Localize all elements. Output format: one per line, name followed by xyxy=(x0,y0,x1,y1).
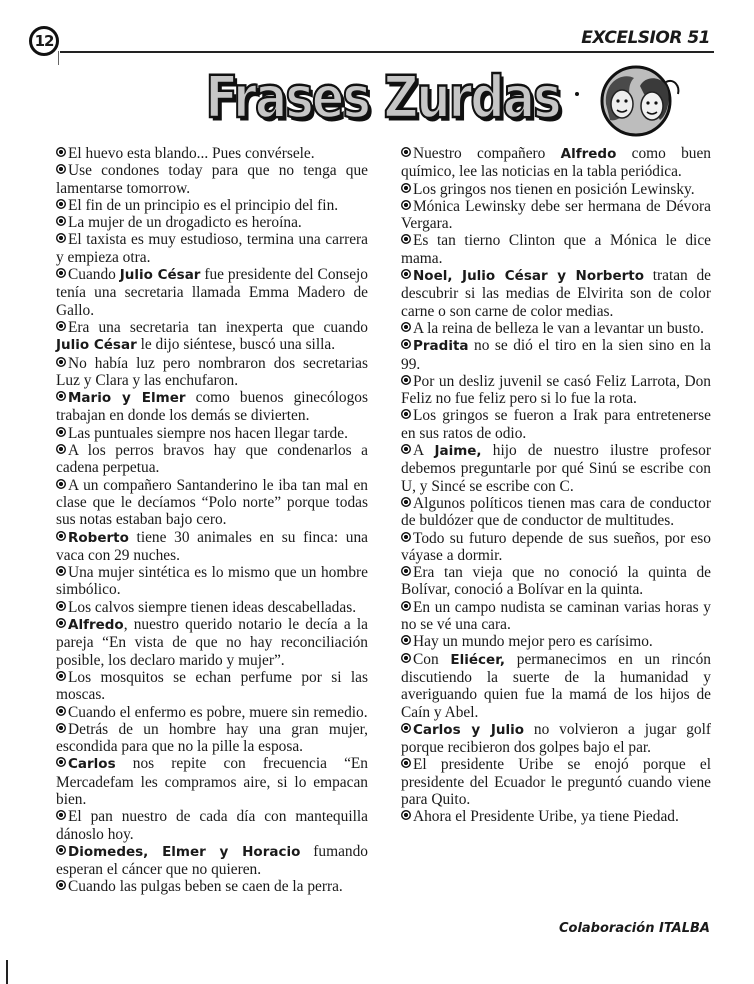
bullet-icon xyxy=(401,566,411,576)
person-name: Alfredo xyxy=(560,146,617,162)
bullet-icon xyxy=(56,479,66,489)
joke-text: como buenos ginecólogos trabajan en donde los demás se divierten. xyxy=(56,389,368,425)
joke-item xyxy=(56,355,368,390)
joke-text: nos repite con frecuencia “En Mercadefam les compramos aire, si lo empacan bien. xyxy=(56,755,368,808)
joke-text: Una mujer sintética es lo mismo que un hombre simbólico. xyxy=(56,564,368,599)
joke-item xyxy=(401,232,711,267)
joke-item xyxy=(56,878,368,895)
joke-item xyxy=(56,266,368,319)
joke-item xyxy=(56,599,368,616)
margin-mark xyxy=(6,960,8,984)
joke-text: Era tan vieja que no conoció la quinta de Bolívar, conoció a Bolívar en la quinta. xyxy=(401,564,711,599)
bullet-icon xyxy=(56,321,66,331)
person-name: Julio César xyxy=(56,337,137,354)
bullet-icon xyxy=(56,706,66,716)
joke-text: Ahora el Presidente Uribe, ya tiene Piedad. xyxy=(413,808,679,826)
joke-text: Hay un mundo mejor pero es carísimo. xyxy=(413,633,653,651)
person-name: Noel, Julio César y Norberto xyxy=(413,268,644,285)
page-number: 12 xyxy=(29,26,59,56)
bullet-icon xyxy=(56,723,66,733)
bullet-icon xyxy=(401,444,411,454)
bullet-icon xyxy=(56,199,66,209)
bullet-icon xyxy=(56,810,66,820)
bullet-icon xyxy=(56,357,66,367)
joke-text: Cuando el enfermo es pobre, muere sin remedio. xyxy=(68,703,368,721)
header-rule-tick xyxy=(58,51,59,65)
header-rule xyxy=(60,51,714,53)
bullet-icon xyxy=(56,164,66,174)
bullet-icon xyxy=(401,409,411,419)
joke-text: , nuestro querido notario le decía a la pareja “En vista de que no hay reconciliación posible, los declaro marido y mujer”. xyxy=(56,616,368,669)
bullet-icon xyxy=(56,444,66,454)
joke-item xyxy=(56,197,368,214)
magazine-name: EXCELSIOR 51 xyxy=(581,28,710,48)
joke-item xyxy=(401,407,711,442)
joke-item xyxy=(401,442,711,495)
joke-item xyxy=(401,633,711,650)
joke-item xyxy=(56,721,368,756)
right-column xyxy=(401,145,711,826)
bullet-icon xyxy=(401,532,411,542)
joke-item xyxy=(56,425,368,442)
joke-text: A la reina de belleza le van a levantar un busto. xyxy=(413,319,705,337)
joke-text: tratan de descubrir si las medias de Elvirita son de color carne o son carne de color medias. xyxy=(401,267,711,320)
joke-item xyxy=(56,669,368,704)
joke-text: Todo su futuro depende de sus sueños, por eso váyase a dormir. xyxy=(401,529,711,564)
joke-text: permanecimos en un rincón discutiendo la suerte de la humanidad y averiguando quien fue la mamá de los hijos de Caín y Abel. xyxy=(401,650,711,721)
bullet-icon xyxy=(56,757,66,767)
person-name: Carlos xyxy=(68,756,116,773)
bullet-icon xyxy=(56,216,66,226)
credit-line: Colaboración ITALBA xyxy=(558,921,710,936)
bullet-icon xyxy=(401,758,411,768)
bullet-icon xyxy=(401,601,411,611)
joke-text: Mónica Lewinsky debe ser hermana de Dévora Vergara. xyxy=(401,197,711,233)
page-title: Frases Zurdas xyxy=(205,64,560,132)
caricature-faces-icon xyxy=(570,64,706,138)
bullet-icon xyxy=(401,653,411,663)
joke-item xyxy=(401,198,711,233)
joke-text: A xyxy=(413,442,435,460)
bullet-icon xyxy=(56,531,66,541)
joke-text: no volvieron a jugar golf porque recibieron dos golpes bajo el par. xyxy=(401,720,711,757)
joke-text: Los gringos nos tienen en posición Lewinsky. xyxy=(413,180,695,198)
joke-item xyxy=(56,231,368,266)
joke-item xyxy=(56,389,368,425)
bullet-icon xyxy=(401,234,411,244)
joke-text: Es tan tierno Clinton que a Mónica le dice mama. xyxy=(401,232,711,267)
person-name: Carlos y Julio xyxy=(413,721,525,738)
joke-item xyxy=(401,373,711,408)
joke-text: Cuando xyxy=(68,266,120,284)
joke-text: El presidente Uribe se enojó porque el presidente del Ecuador le preguntó cuando viene para Quito. xyxy=(401,756,711,808)
joke-item xyxy=(401,320,711,337)
joke-text: El huevo esta blando... Pues convérsele. xyxy=(68,145,315,162)
joke-text: le dijo siéntese, buscó una silla. xyxy=(136,336,336,354)
joke-text: Cuando las pulgas beben se caen de la perra. xyxy=(68,878,343,896)
joke-item xyxy=(56,808,368,843)
joke-text: Los gringos se fueron a Irak para entretenerse en sus ratos de odio. xyxy=(401,407,711,442)
joke-text: La mujer de un drogadicto es heroína. xyxy=(68,214,302,232)
joke-text: El fin de un principio es el principio del fin. xyxy=(68,196,339,214)
joke-item xyxy=(401,808,711,825)
joke-item xyxy=(56,616,368,669)
joke-text: A un compañero Santanderino le iba tan mal en clase que le decíamos “Polo norte” porque todas sus notas estaban bajo cero. xyxy=(56,476,368,529)
joke-text: Use condones today para que no tenga que lamentarse tomorrow. xyxy=(56,162,368,197)
joke-text: El pan nuestro de cada día con mantequilla dánoslo hoy. xyxy=(56,808,368,843)
joke-item xyxy=(56,442,368,477)
bullet-icon xyxy=(401,183,411,193)
left-column xyxy=(56,145,368,896)
person-name: Julio César xyxy=(119,267,201,284)
bullet-icon xyxy=(56,147,66,157)
joke-item xyxy=(401,599,711,634)
bullet-icon xyxy=(56,233,66,243)
bullet-icon xyxy=(56,566,66,576)
joke-text: Las puntuales siempre nos hacen llegar tarde. xyxy=(68,424,348,442)
bullet-icon xyxy=(56,671,66,681)
person-name: Eliécer, xyxy=(450,651,506,668)
joke-item xyxy=(56,529,368,565)
joke-item xyxy=(401,651,711,721)
joke-item xyxy=(401,721,711,757)
joke-item xyxy=(56,319,368,355)
joke-text: El taxista es muy estudioso, termina una carrera y empieza otra. xyxy=(56,231,368,266)
person-name: Alfredo xyxy=(68,617,124,634)
bullet-icon xyxy=(56,618,66,628)
bullet-icon xyxy=(401,200,411,210)
bullet-icon xyxy=(401,339,411,349)
joke-text: tiene 30 animales en su finca: una vaca con 29 nuches. xyxy=(56,528,368,564)
person-name: Pradita xyxy=(413,338,469,355)
joke-text: En un campo nudista se caminan varias horas y no se vé una cara. xyxy=(401,598,711,634)
bullet-icon xyxy=(56,391,66,401)
joke-text: Con xyxy=(413,650,451,668)
person-name: Roberto xyxy=(68,529,129,546)
joke-item xyxy=(56,162,368,197)
joke-item xyxy=(401,756,711,808)
joke-text: como buen químico, lee las noticias en la tabla periódica. xyxy=(401,145,711,181)
joke-text: Nuestro compañero xyxy=(413,145,561,162)
joke-item xyxy=(401,145,711,181)
joke-item xyxy=(401,267,711,320)
joke-text: Detrás de un hombre hay una gran mujer, escondida para que no la pille la esposa. xyxy=(56,720,368,756)
joke-text: Los mosquitos se echan perfume por si las moscas. xyxy=(56,668,368,704)
joke-text: Por un desliz juvenil se casó Feliz Larrota, Don Feliz no fue feliz pero si lo fue la rota. xyxy=(401,372,711,408)
bullet-icon xyxy=(56,601,66,611)
bullet-icon xyxy=(401,723,411,733)
joke-text: no se dió el tiro en la sien sino en la 99. xyxy=(401,337,711,373)
joke-item xyxy=(56,145,368,162)
bullet-icon xyxy=(401,635,411,645)
joke-text: Los calvos siempre tienen ideas descabelladas. xyxy=(68,598,357,616)
bullet-icon xyxy=(56,880,66,890)
joke-text: fue presidente del Consejo tenía una secretaria llamada Emma Madero de Gallo. xyxy=(56,266,369,319)
joke-text: Era una secretaria tan inexperta que cuando xyxy=(68,318,368,336)
bullet-icon xyxy=(401,147,411,157)
bullet-icon xyxy=(401,269,411,279)
person-name: Mario y Elmer xyxy=(68,390,186,407)
joke-text: No había luz pero nombraron dos secretarias Luz y Clara y las enchufaron. xyxy=(56,354,368,389)
bullet-icon xyxy=(401,497,411,507)
joke-item xyxy=(401,530,711,565)
joke-text: fumando esperan el cáncer que no quieren. xyxy=(56,842,368,879)
bullet-icon xyxy=(401,322,411,332)
bullet-icon xyxy=(401,810,411,820)
joke-item xyxy=(56,214,368,231)
bullet-icon xyxy=(56,268,66,278)
joke-item xyxy=(401,564,711,599)
bullet-icon xyxy=(56,845,66,855)
person-name: Jaime, xyxy=(434,443,482,460)
bullet-icon xyxy=(401,375,411,385)
person-name: Diomedes, Elmer y Horacio xyxy=(68,843,301,860)
joke-item xyxy=(56,704,368,721)
joke-text: hijo de nuestro ilustre profesor debemos preguntarle por qué Sinú se escribe con U, y Sincé se escribe con C. xyxy=(401,442,711,495)
joke-item xyxy=(56,843,368,879)
joke-item xyxy=(401,337,711,373)
joke-item xyxy=(401,495,711,530)
joke-item xyxy=(401,181,711,198)
joke-item xyxy=(56,755,368,808)
joke-item xyxy=(56,477,368,529)
bullet-icon xyxy=(56,427,66,437)
joke-text: A los perros bravos hay que condenarlos a cadena perpetua. xyxy=(56,442,368,477)
joke-text: Algunos políticos tienen mas cara de conductor de buldózer que de conductor de multitudes. xyxy=(401,494,711,530)
joke-item xyxy=(56,564,368,599)
